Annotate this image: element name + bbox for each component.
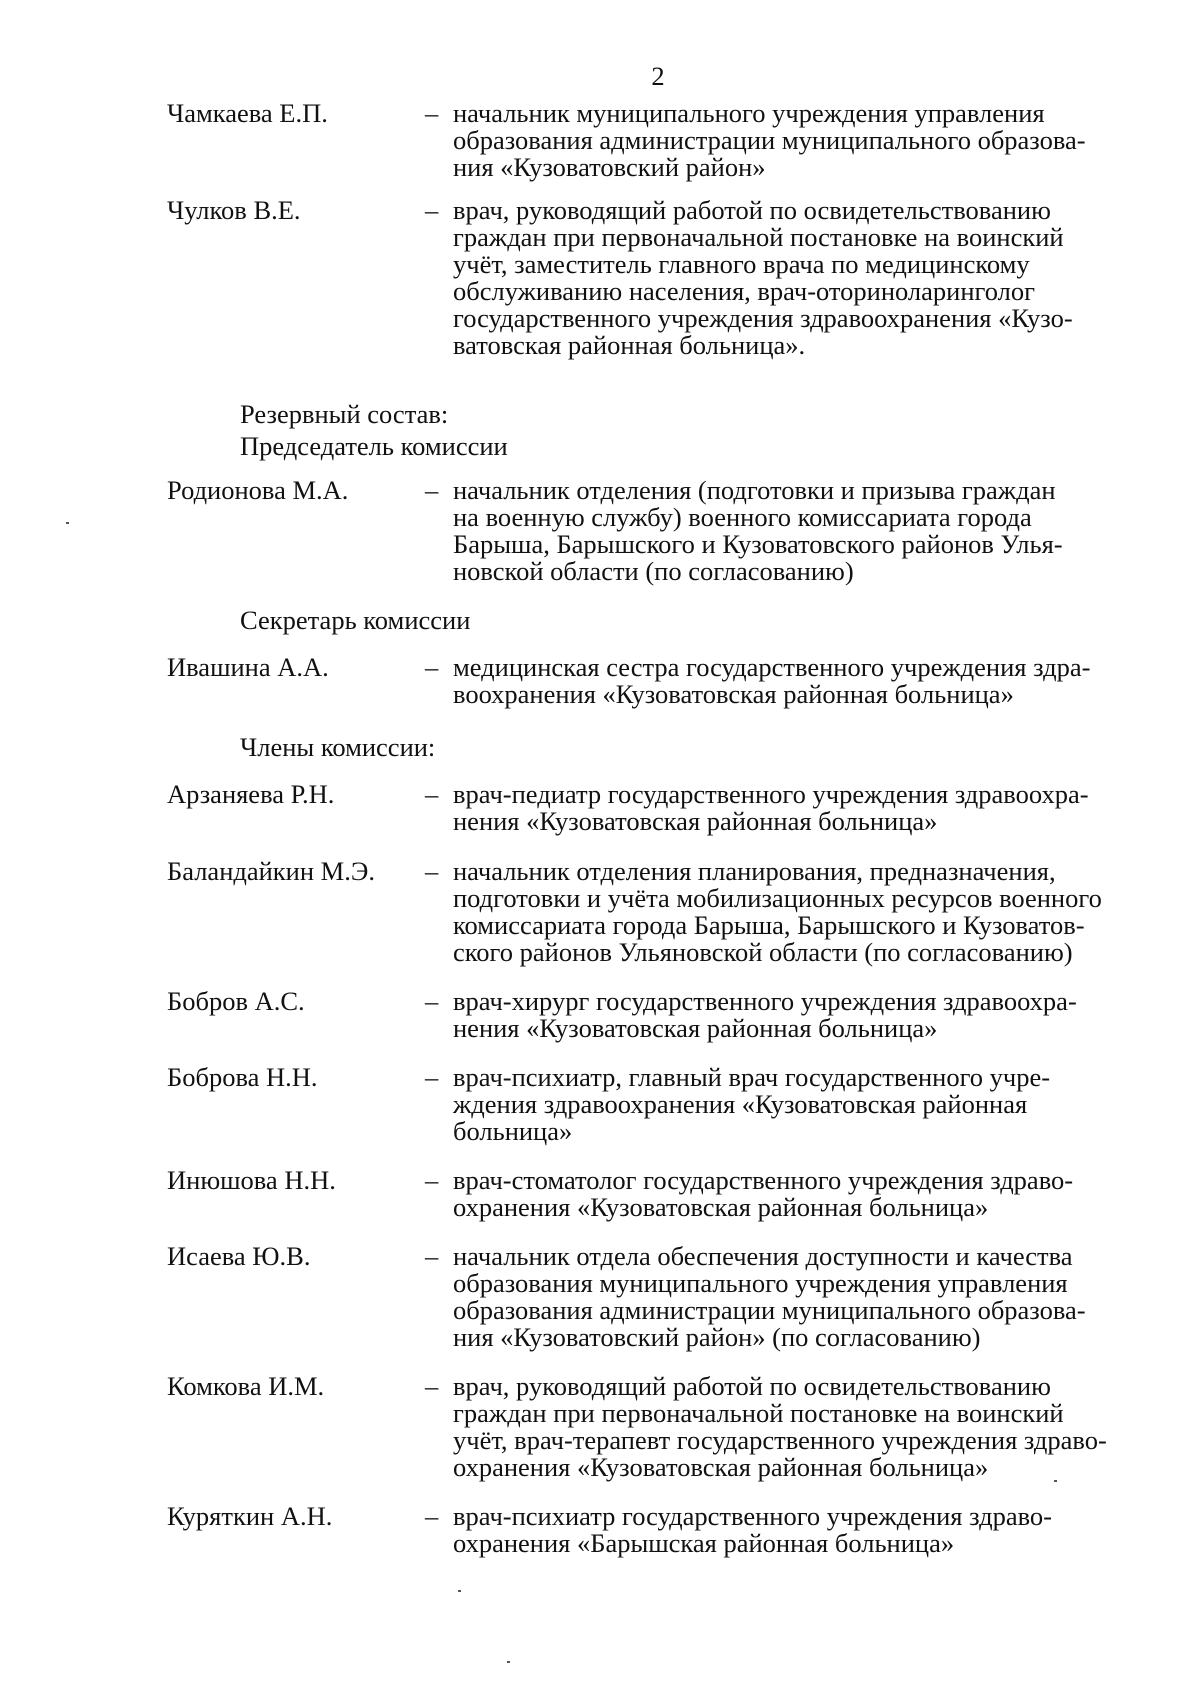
dash-separator: – — [425, 1062, 439, 1092]
member-name: Боброва Н.Н. — [167, 1062, 318, 1092]
members-heading: Члены комиссии: — [240, 732, 436, 762]
description-line: охранения «Барышская районная больница» — [453, 1528, 955, 1558]
dash-separator: – — [425, 98, 439, 128]
description-line: ждения здравоохранения «Кузоватовская районная — [453, 1089, 1028, 1119]
member-name: Чулков В.Е. — [167, 195, 301, 225]
member-description — [453, 781, 1141, 835]
dash-separator: – — [425, 1241, 439, 1271]
description-line: образования муниципального учреждения управления — [453, 1268, 1068, 1298]
dash-separator: – — [425, 856, 439, 886]
dash-separator: – — [425, 986, 439, 1016]
description-line: начальник отделения планирования, предназначения, — [453, 856, 1056, 886]
description-line: образования администрации муниципального образова- — [453, 1295, 1086, 1325]
description-line: нения «Кузоватовская районная больница» — [453, 806, 938, 836]
description-line: подготовки и учёта мобилизационных ресурсов военного — [453, 883, 1102, 913]
description-line: воохранения «Кузоватовская районная больница» — [453, 679, 1014, 709]
member-name: Арзаняева Р.Н. — [167, 779, 335, 809]
member-name: Ивашина А.А. — [167, 652, 329, 682]
dash-separator: – — [425, 779, 439, 809]
description-line: врач-хирург государственного учреждения здравоохра- — [453, 986, 1077, 1016]
description-line: ского районов Ульяновской области (по согласованию) — [453, 937, 1073, 967]
member-description — [453, 1243, 1141, 1351]
dash-separator: – — [425, 1501, 439, 1531]
description-line: новской области (по согласованию) — [453, 556, 854, 586]
member-description — [453, 988, 1141, 1042]
scan-speck — [66, 522, 69, 524]
description-line: врач-педиатр государственного учреждения здравоохра- — [453, 779, 1089, 809]
member-name: Куряткин А.Н. — [167, 1501, 333, 1531]
member-name: Родионова М.А. — [167, 475, 349, 505]
chairman-heading: Председатель комиссии — [240, 431, 508, 461]
member-name: Чамкаева Е.П. — [167, 98, 328, 128]
description-line: врач, руководящий работой по освидетельствованию — [453, 195, 1051, 225]
member-description — [453, 477, 1141, 585]
scan-speck — [458, 1590, 461, 1592]
description-line: учёт, заместитель главного врача по медицинскому — [453, 249, 1030, 279]
member-description — [453, 654, 1141, 708]
description-line: начальник отдела обеспечения доступности и качества — [453, 1241, 1073, 1271]
description-line: ния «Кузоватовский район» — [453, 152, 766, 182]
scan-speck — [507, 1661, 510, 1663]
reserve-heading: Резервный состав: — [240, 399, 449, 429]
dash-separator: – — [425, 652, 439, 682]
page-number: 2 — [651, 61, 665, 91]
description-line: обслуживанию населения, врач-оториноларинголог — [453, 276, 1035, 306]
scan-speck — [1054, 1480, 1057, 1482]
member-description — [453, 197, 1141, 359]
description-line: граждан при первоначальной постановке на воинский — [453, 222, 1064, 252]
description-line: на военную службу) военного комиссариата города — [453, 502, 1032, 532]
description-line: больница» — [453, 1116, 573, 1146]
description-line: ватовская районная больница». — [453, 330, 806, 360]
description-line: начальник муниципального учреждения управления — [453, 98, 1045, 128]
member-description — [453, 100, 1141, 181]
description-line: Барыша, Барышского и Кузоватовского районов Улья- — [453, 529, 1063, 559]
description-line: начальник отделения (подготовки и призыва граждан — [453, 475, 1056, 505]
description-line: врач-психиатр государственного учреждения здраво- — [453, 1501, 1053, 1531]
member-name: Бобров А.С. — [167, 986, 305, 1016]
description-line: ния «Кузоватовский район» (по согласованию) — [453, 1322, 981, 1352]
dash-separator: – — [425, 1371, 439, 1401]
description-line: охранения «Кузоватовская районная больница» — [453, 1452, 989, 1482]
description-line: государственного учреждения здравоохранения «Кузо- — [453, 303, 1073, 333]
member-name: Комкова И.М. — [167, 1371, 325, 1401]
member-name: Инюшова Н.Н. — [167, 1165, 336, 1195]
description-line: врач-стоматолог государственного учреждения здраво- — [453, 1165, 1074, 1195]
secretary-heading: Секретарь комиссии — [240, 605, 471, 635]
member-description — [453, 1503, 1141, 1557]
dash-separator: – — [425, 195, 439, 225]
member-description — [453, 858, 1141, 966]
dash-separator: – — [425, 475, 439, 505]
member-description — [453, 1167, 1141, 1221]
description-line: охранения «Кузоватовская районная больница» — [453, 1192, 989, 1222]
member-name: Исаева Ю.В. — [167, 1241, 311, 1271]
description-line: нения «Кузоватовская районная больница» — [453, 1013, 938, 1043]
description-line: врач-психиатр, главный врач государственного учре- — [453, 1062, 1051, 1092]
member-description — [453, 1373, 1141, 1481]
description-line: учёт, врач-терапевт государственного учреждения здраво- — [453, 1425, 1107, 1455]
description-line: врач, руководящий работой по освидетельствованию — [453, 1371, 1051, 1401]
description-line: медицинская сестра государственного учреждения здра- — [453, 652, 1091, 682]
description-line: образования администрации муниципального образова- — [453, 125, 1086, 155]
dash-separator: – — [425, 1165, 439, 1195]
member-description — [453, 1064, 1141, 1145]
description-line: граждан при первоначальной постановке на воинский — [453, 1398, 1064, 1428]
description-line: комиссариата города Барыша, Барышского и Кузоватов- — [453, 910, 1085, 940]
member-name: Баландайкин М.Э. — [167, 856, 375, 886]
